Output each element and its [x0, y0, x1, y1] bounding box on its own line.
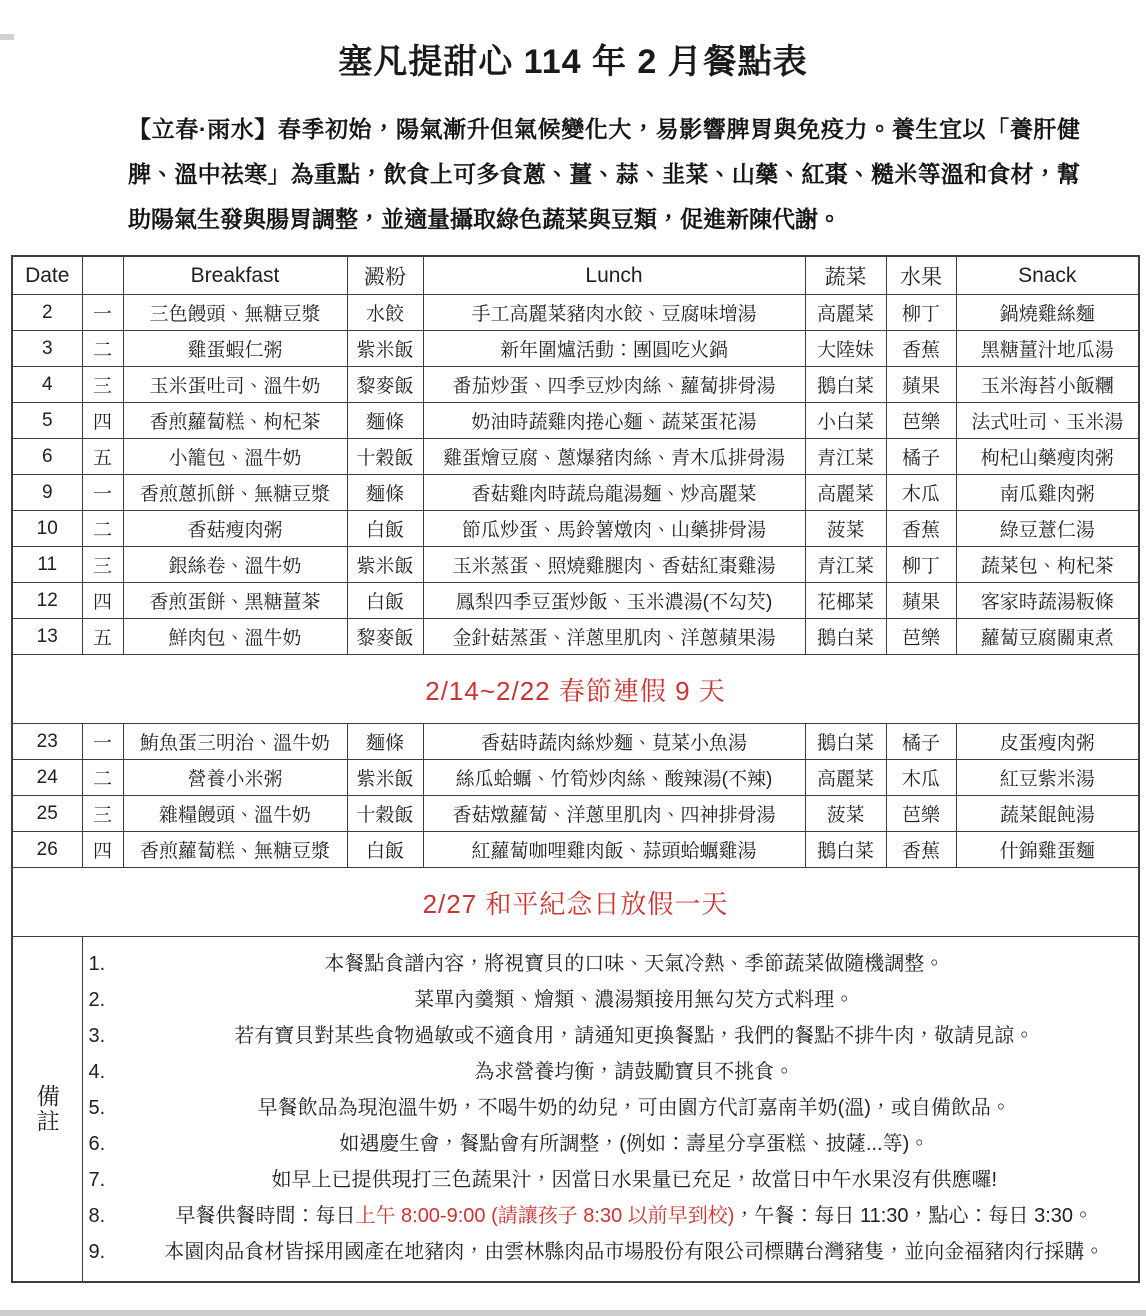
- note-text: 為求營養均衡，請鼓勵寶貝不挑食。: [474, 1061, 795, 1084]
- note-text: 菜單內羹類、燴類、濃湯類接用無勾芡方式料理。: [414, 989, 855, 1012]
- fruit-cell: 香蕉: [886, 511, 956, 547]
- note-item: [85, 1203, 1137, 1230]
- note-text: 本餐點食譜內容，將視寶貝的口味、天氣冷熱、季節蔬菜做隨機調整。: [324, 953, 945, 976]
- note-number: 7.: [88, 1169, 106, 1192]
- snack-cell: 客家時蔬湯粄條: [956, 583, 1139, 619]
- snack-cell: 綠豆薏仁湯: [956, 511, 1139, 547]
- note-text: 若有寶貝對某些食物過敏或不適食用，請通知更換餐點，我們的餐點不排牛肉，敬請見諒。: [234, 1025, 1035, 1048]
- table-row: [12, 367, 1139, 403]
- note-number: 6.: [88, 1133, 106, 1156]
- table-row: [12, 475, 1139, 511]
- note-number: 9.: [88, 1241, 106, 1264]
- snack-cell: 南瓜雞肉粥: [956, 475, 1139, 511]
- lunch-cell: 奶油時蔬雞肉捲心麵、蔬菜蛋花湯: [423, 403, 805, 439]
- starch-cell: 十穀飯: [347, 796, 423, 832]
- lunch-cell: 香菇雞肉時蔬烏龍湯麵、炒高麗菜: [423, 475, 805, 511]
- date-cell: 2: [12, 295, 82, 331]
- breakfast-cell: 香煎蘿蔔糕、枸杞茶: [123, 403, 347, 439]
- table-row: [12, 295, 1139, 331]
- breakfast-cell: 香煎蔥抓餅、無糖豆漿: [123, 475, 347, 511]
- lunch-cell: 手工高麗菜豬肉水餃、豆腐味增湯: [423, 295, 805, 331]
- weekday-cell: 四: [82, 583, 123, 619]
- column-header-breakfast: Breakfast: [123, 256, 347, 295]
- snack-cell: 蘿蔔豆腐關東煮: [956, 619, 1139, 655]
- column-header-starch: 澱粉: [347, 256, 423, 295]
- date-cell: 10: [12, 511, 82, 547]
- vegetable-cell: 高麗菜: [805, 475, 886, 511]
- note-item: [85, 1059, 1137, 1086]
- fruit-cell: 蘋果: [886, 367, 956, 403]
- lunch-cell: 番茄炒蛋、四季豆炒肉絲、蘿蔔排骨湯: [423, 367, 805, 403]
- fruit-cell: 蘋果: [886, 583, 956, 619]
- note-text: 本園肉品食材皆採用國產在地豬肉，由雲林縣肉品市場股份有限公司標購台灣豬隻，並向金福豬肉行採購。: [164, 1241, 1105, 1264]
- snack-cell: 法式吐司、玉米湯: [956, 403, 1139, 439]
- vegetable-cell: 菠菜: [805, 796, 886, 832]
- notes-list: [82, 937, 1139, 1282]
- note-item: [85, 987, 1137, 1014]
- vegetable-cell: 花椰菜: [805, 583, 886, 619]
- starch-cell: 白飯: [347, 832, 423, 868]
- table-row: [12, 832, 1139, 868]
- breakfast-cell: 鮮肉包、溫牛奶: [123, 619, 347, 655]
- date-cell: 23: [12, 724, 82, 760]
- note-item: [85, 1131, 1137, 1158]
- weekday-cell: 四: [82, 832, 123, 868]
- fruit-cell: 木瓜: [886, 760, 956, 796]
- weekday-cell: 三: [82, 796, 123, 832]
- date-cell: 24: [12, 760, 82, 796]
- vegetable-cell: 鵝白菜: [805, 619, 886, 655]
- fruit-cell: 芭樂: [886, 403, 956, 439]
- breakfast-cell: 香煎蘿蔔糕、無糖豆漿: [123, 832, 347, 868]
- starch-cell: 麵條: [347, 403, 423, 439]
- breakfast-cell: 雜糧饅頭、溫牛奶: [123, 796, 347, 832]
- column-header-fruit: 水果: [886, 256, 956, 295]
- menu-rows-late-february: [12, 724, 1139, 868]
- note-item: [85, 1095, 1137, 1122]
- note-text: 早餐供餐時間：每日上午 8:00-9:00 (請讓孩子 8:30 以前早到校)，午餐：每日 11:30，點心：每日 3:30。: [175, 1205, 1094, 1228]
- note-text: 如遇慶生會，餐點會有所調整，(例如：壽星分享蛋糕、披薩...等)。: [339, 1133, 930, 1156]
- breakfast-cell: 玉米蛋吐司、溫牛奶: [123, 367, 347, 403]
- weekday-cell: 四: [82, 403, 123, 439]
- weekday-cell: 五: [82, 439, 123, 475]
- table-header: [12, 256, 1139, 295]
- weekday-cell: 二: [82, 331, 123, 367]
- snack-cell: 黑糖薑汁地瓜湯: [956, 331, 1139, 367]
- starch-cell: 麵條: [347, 475, 423, 511]
- date-cell: 9: [12, 475, 82, 511]
- date-cell: 12: [12, 583, 82, 619]
- menu-table: [11, 255, 1140, 1283]
- vegetable-cell: 高麗菜: [805, 760, 886, 796]
- note-number: 5.: [88, 1097, 106, 1120]
- starch-cell: 紫米飯: [347, 547, 423, 583]
- vegetable-cell: 青江菜: [805, 547, 886, 583]
- vegetable-cell: 大陸妹: [805, 331, 886, 367]
- vegetable-cell: 菠菜: [805, 511, 886, 547]
- note-item: [85, 951, 1137, 978]
- column-header-vegetable: 蔬菜: [805, 256, 886, 295]
- notes-label: 備註: [12, 937, 82, 1282]
- breakfast-cell: 鮪魚蛋三明治、溫牛奶: [123, 724, 347, 760]
- starch-cell: 紫米飯: [347, 760, 423, 796]
- snack-cell: 什錦雞蛋麵: [956, 832, 1139, 868]
- fruit-cell: 芭樂: [886, 796, 956, 832]
- vegetable-cell: 鵝白菜: [805, 832, 886, 868]
- lunch-cell: 金針菇蒸蛋、洋蔥里肌肉、洋蔥蘋果湯: [423, 619, 805, 655]
- date-cell: 3: [12, 331, 82, 367]
- note-item: [85, 1167, 1137, 1194]
- fruit-cell: 木瓜: [886, 475, 956, 511]
- page-edge-artifact: [0, 1310, 1146, 1316]
- vegetable-cell: 小白菜: [805, 403, 886, 439]
- date-cell: 26: [12, 832, 82, 868]
- table-row: [12, 439, 1139, 475]
- column-header-snack: Snack: [956, 256, 1139, 295]
- intro-paragraph: 【立春·雨水】春季初始，陽氣漸升但氣候變化大，易影響脾胃與免疫力。養生宜以「養肝健脾、溫中祛寒」為重點，飲食上可多食蔥、薑、蒜、韭菜、山藥、紅棗、糙米等溫和食材，幫助陽氣生發與腸胃調整，並適量攝取綠色蔬菜與豆類，促進新陳代謝。: [128, 116, 1080, 232]
- date-cell: 13: [12, 619, 82, 655]
- lunch-cell: 新年圍爐活動：團圓吃火鍋: [423, 331, 805, 367]
- lunch-cell: 香菇燉蘿蔔、洋蔥里肌肉、四神排骨湯: [423, 796, 805, 832]
- lunch-cell: 紅蘿蔔咖哩雞肉飯、蒜頭蛤蠣雞湯: [423, 832, 805, 868]
- lunch-cell: 香菇時蔬肉絲炒麵、莧菜小魚湯: [423, 724, 805, 760]
- vegetable-cell: 鵝白菜: [805, 724, 886, 760]
- note-number: 3.: [88, 1025, 106, 1048]
- starch-cell: 黎麥飯: [347, 619, 423, 655]
- starch-cell: 紫米飯: [347, 331, 423, 367]
- date-cell: 25: [12, 796, 82, 832]
- table-row: [12, 403, 1139, 439]
- note-number: 2.: [88, 989, 106, 1012]
- page-edge-artifact: [0, 34, 14, 40]
- date-cell: 11: [12, 547, 82, 583]
- breakfast-cell: 營養小米粥: [123, 760, 347, 796]
- fruit-cell: 橘子: [886, 439, 956, 475]
- weekday-cell: 二: [82, 760, 123, 796]
- fruit-cell: 橘子: [886, 724, 956, 760]
- fruit-cell: 香蕉: [886, 832, 956, 868]
- breakfast-cell: 銀絲卷、溫牛奶: [123, 547, 347, 583]
- vegetable-cell: 鵝白菜: [805, 367, 886, 403]
- menu-rows-early-february: [12, 295, 1139, 655]
- snack-cell: 皮蛋瘦肉粥: [956, 724, 1139, 760]
- date-cell: 4: [12, 367, 82, 403]
- note-text: 如早上已提供現打三色蔬果汁，因當日水果量已充足，故當日中午水果沒有供應囉!: [271, 1169, 998, 1192]
- breakfast-cell: 香煎蛋餅、黑糖薑茶: [123, 583, 347, 619]
- breakfast-cell: 三色饅頭、無糖豆漿: [123, 295, 347, 331]
- note-highlight: 上午 8:00-9:00 (請讓孩子 8:30 以前早到校): [355, 1205, 735, 1228]
- holiday-notice-spring-festival: 2/14~2/22 春節連假 9 天: [12, 655, 1139, 724]
- starch-cell: 黎麥飯: [347, 367, 423, 403]
- snack-cell: 紅豆紫米湯: [956, 760, 1139, 796]
- vegetable-cell: 高麗菜: [805, 295, 886, 331]
- weekday-cell: 一: [82, 295, 123, 331]
- snack-cell: 鍋燒雞絲麵: [956, 295, 1139, 331]
- fruit-cell: 芭樂: [886, 619, 956, 655]
- date-cell: 5: [12, 403, 82, 439]
- note-number: 4.: [88, 1061, 106, 1084]
- table-row: [12, 547, 1139, 583]
- note-number: 1.: [88, 953, 106, 976]
- date-cell: 6: [12, 439, 82, 475]
- table-row: [12, 583, 1139, 619]
- starch-cell: 十穀飯: [347, 439, 423, 475]
- table-row: [12, 724, 1139, 760]
- table-row: [12, 760, 1139, 796]
- vegetable-cell: 青江菜: [805, 439, 886, 475]
- column-header-weekday: [82, 256, 123, 295]
- breakfast-cell: 小籠包、溫牛奶: [123, 439, 347, 475]
- note-item: [85, 1239, 1137, 1266]
- weekday-cell: 一: [82, 724, 123, 760]
- lunch-cell: 節瓜炒蛋、馬鈴薯燉肉、山藥排骨湯: [423, 511, 805, 547]
- lunch-cell: 雞蛋燴豆腐、蔥爆豬肉絲、青木瓜排骨湯: [423, 439, 805, 475]
- table-row: [12, 331, 1139, 367]
- snack-cell: 玉米海苔小飯糰: [956, 367, 1139, 403]
- page-title: 塞凡提甜心 114 年 2 月餐點表: [338, 43, 808, 81]
- weekday-cell: 五: [82, 619, 123, 655]
- table-row: [12, 619, 1139, 655]
- fruit-cell: 柳丁: [886, 547, 956, 583]
- snack-cell: 蔬菜包、枸杞茶: [956, 547, 1139, 583]
- weekday-cell: 二: [82, 511, 123, 547]
- breakfast-cell: 雞蛋蝦仁粥: [123, 331, 347, 367]
- weekday-cell: 三: [82, 367, 123, 403]
- column-header-date: Date: [12, 256, 82, 295]
- note-number: 8.: [88, 1205, 106, 1228]
- snack-cell: 枸杞山藥瘦肉粥: [956, 439, 1139, 475]
- snack-cell: 蔬菜餛飩湯: [956, 796, 1139, 832]
- fruit-cell: 香蕉: [886, 331, 956, 367]
- lunch-cell: 鳳梨四季豆蛋炒飯、玉米濃湯(不勾芡): [423, 583, 805, 619]
- lunch-cell: 絲瓜蛤蠣、竹筍炒肉絲、酸辣湯(不辣): [423, 760, 805, 796]
- column-header-lunch: Lunch: [423, 256, 805, 295]
- starch-cell: 白飯: [347, 583, 423, 619]
- holiday-notice-peace-memorial-day: 2/27 和平紀念日放假一天: [12, 868, 1139, 937]
- note-item: [85, 1023, 1137, 1050]
- breakfast-cell: 香菇瘦肉粥: [123, 511, 347, 547]
- starch-cell: 水餃: [347, 295, 423, 331]
- table-row: [12, 511, 1139, 547]
- fruit-cell: 柳丁: [886, 295, 956, 331]
- note-text: 早餐飲品為現泡溫牛奶，不喝牛奶的幼兒，可由園方代訂嘉南羊奶(溫)，或自備飲品。: [257, 1097, 1011, 1120]
- table-row: [12, 796, 1139, 832]
- starch-cell: 麵條: [347, 724, 423, 760]
- lunch-cell: 玉米蒸蛋、照燒雞腿肉、香菇紅棗雞湯: [423, 547, 805, 583]
- starch-cell: 白飯: [347, 511, 423, 547]
- weekday-cell: 三: [82, 547, 123, 583]
- weekday-cell: 一: [82, 475, 123, 511]
